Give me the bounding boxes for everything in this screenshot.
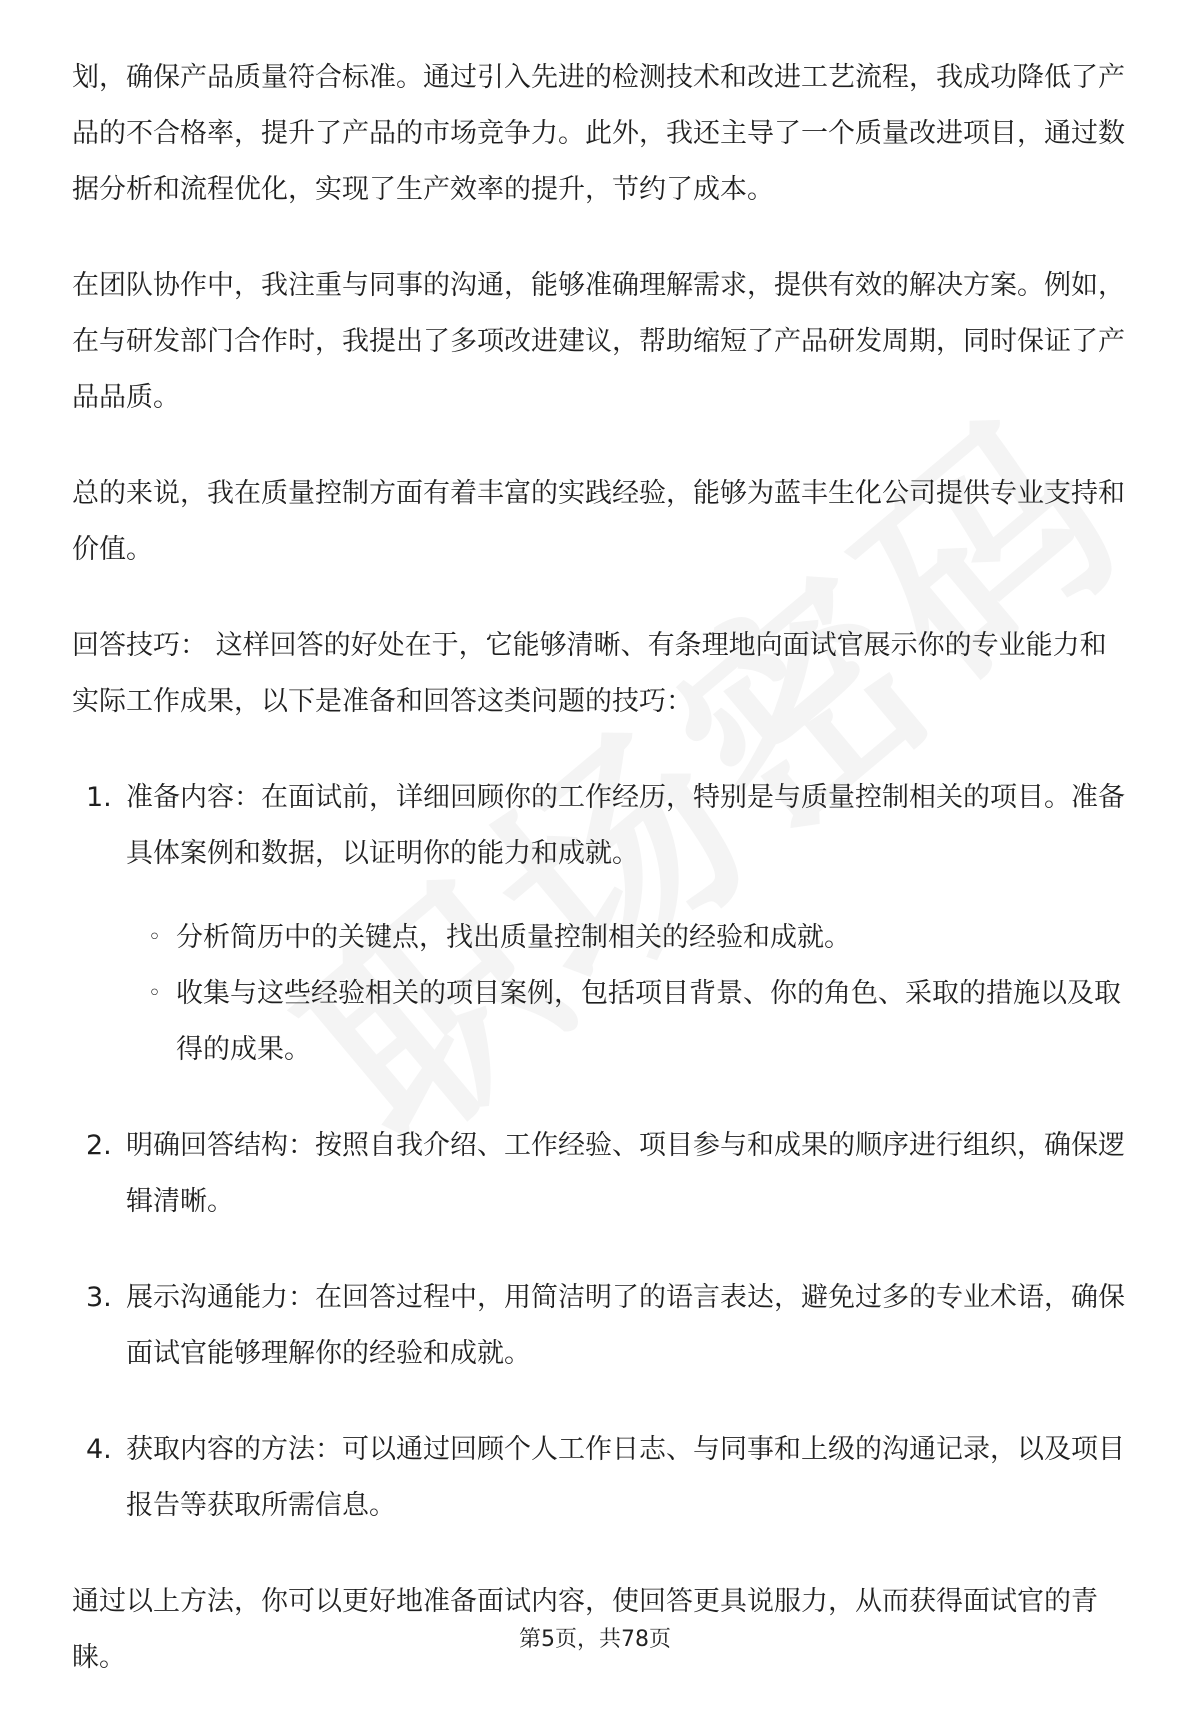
tips-list — [72, 770, 1132, 1534]
bullet-icon: ◦ — [148, 981, 161, 1006]
page-content — [72, 50, 1132, 1726]
sub-list-item — [126, 910, 1132, 966]
sub-list-item-text: 分析简历中的关键点，找出质量控制相关的经验和成就。 — [176, 922, 851, 953]
list-item-text: 获取内容的方法：可以通过回顾个人工作日志、与同事和上级的沟通记录，以及项目报告等获取所需信息。 — [126, 1434, 1125, 1521]
list-number: 2. — [86, 1130, 112, 1161]
tips-list-item — [72, 1422, 1132, 1534]
list-item-text: 准备内容：在面试前，详细回顾你的工作经历，特别是与质量控制相关的项目。准备具体案例和数据，以证明你的能力和成就。 — [126, 782, 1125, 869]
paragraph-answer-tips: 回答技巧： 这样回答的好处在于，它能够清晰、有条理地向面试官展示你的专业能力和实际工作成果，以下是准备和回答这类问题的技巧： — [72, 630, 1107, 717]
bullet-icon: ◦ — [148, 925, 161, 950]
page-number-footer: 第5页，共78页 — [519, 1627, 671, 1652]
sub-list — [126, 910, 1132, 1078]
list-number: 4. — [86, 1434, 112, 1465]
tips-list-item — [72, 1118, 1132, 1230]
tips-list-item — [72, 1270, 1132, 1382]
sub-list-item-text: 收集与这些经验相关的项目案例，包括项目背景、你的角色、采取的措施以及取得的成果。 — [176, 978, 1121, 1065]
list-item-text: 展示沟通能力：在回答过程中，用简洁明了的语言表达，避免过多的专业术语，确保面试官能够理解你的经验和成就。 — [126, 1282, 1125, 1369]
paragraph-quality-achievements: 划，确保产品质量符合标准。通过引入先进的检测技术和改进工艺流程，我成功降低了产品的不合格率，提升了产品的市场竞争力。此外，我还主导了一个质量改进项目，通过数据分析和流程优化，实现了生产效率的提升，节约了成本。 — [72, 62, 1125, 205]
list-item-text: 明确回答结构：按照自我介绍、工作经验、项目参与和成果的顺序进行组织，确保逻辑清晰。 — [126, 1130, 1125, 1217]
paragraph-conclusion: 通过以上方法，你可以更好地准备面试内容，使回答更具说服力，从而获得面试官的青睐。 — [72, 1586, 1098, 1673]
paragraph-teamwork: 在团队协作中，我注重与同事的沟通，能够准确理解需求，提供有效的解决方案。例如，在与研发部门合作时，我提出了多项改进建议，帮助缩短了产品研发周期，同时保证了产品品质。 — [72, 270, 1125, 413]
list-number: 1. — [86, 782, 112, 813]
sub-list-item — [126, 966, 1132, 1078]
tips-list-item — [72, 770, 1132, 1078]
paragraph-summary: 总的来说，我在质量控制方面有着丰富的实践经验，能够为蓝丰生化公司提供专业支持和价值。 — [72, 478, 1125, 565]
list-number: 3. — [86, 1282, 112, 1313]
